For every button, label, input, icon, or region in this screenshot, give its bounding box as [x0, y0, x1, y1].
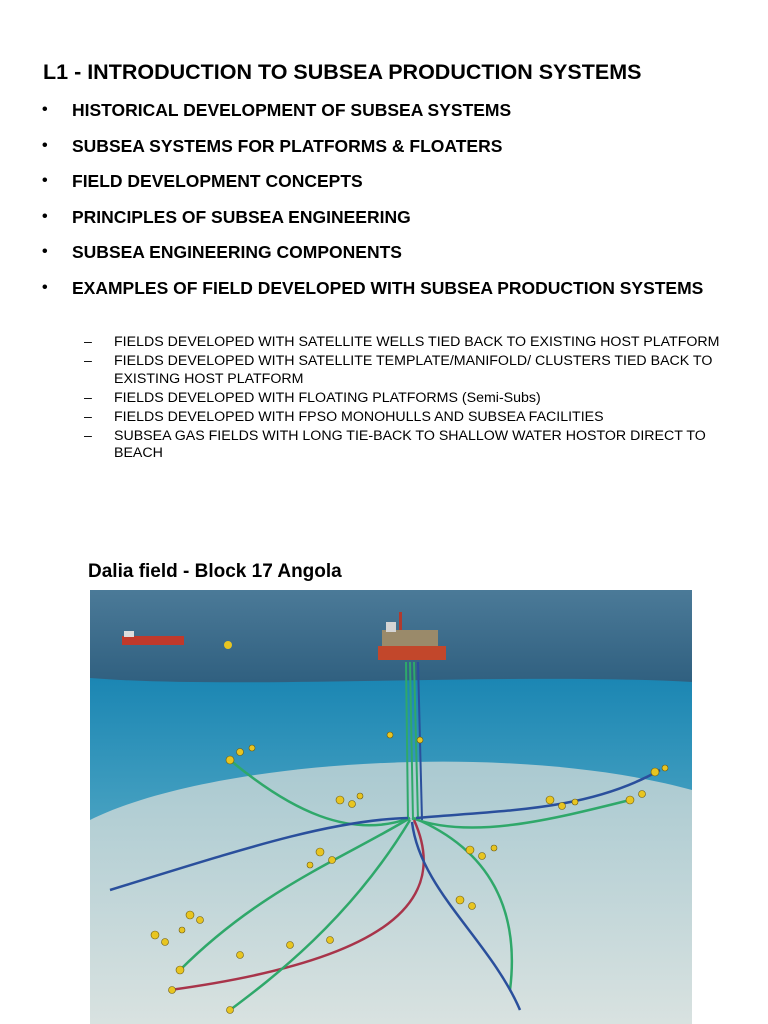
- bullet-marker: •: [42, 136, 48, 154]
- seabed: [90, 762, 692, 1024]
- list-item: [42, 135, 732, 157]
- example-sub-list: [84, 334, 724, 464]
- bullet-marker: •: [42, 278, 48, 296]
- list-item-text: PRINCIPLES OF SUBSEA ENGINEERING: [72, 206, 411, 227]
- figure-caption: Dalia field - Block 17 Angola: [88, 561, 342, 582]
- sub-list-item: [84, 353, 724, 388]
- dash-marker: –: [84, 408, 92, 425]
- buoy: [224, 641, 232, 649]
- bullet-marker: •: [42, 243, 48, 260]
- sub-list-item-text: FIELDS DEVELOPED WITH SATELLITE TEMPLATE/MANIFOLD/ CLUSTERS TIED BACK TO EXISTING HOST PLATFORM: [114, 353, 713, 387]
- list-item-text: EXAMPLES OF FIELD DEVELOPED WITH SUBSEA PRODUCTION SYSTEMS: [72, 277, 704, 298]
- bullet-marker: •: [42, 207, 48, 225]
- page-title: L1 - INTRODUCTION TO SUBSEA PRODUCTION SYSTEMS: [43, 60, 642, 84]
- list-item-text: SUBSEA ENGINEERING COMPONENTS: [72, 242, 402, 262]
- sub-list-item: [84, 390, 724, 408]
- sub-list-item-text: FIELDS DEVELOPED WITH SATELLITE WELLS TIED BACK TO EXISTING HOST PLATFORM: [114, 334, 720, 350]
- dash-marker: –: [84, 389, 92, 406]
- list-item-text: FIELD DEVELOPMENT CONCEPTS: [72, 171, 363, 191]
- list-item: [42, 170, 732, 192]
- list-item-text: HISTORICAL DEVELOPMENT OF SUBSEA SYSTEMS: [72, 100, 512, 120]
- sub-list-item-text: FIELDS DEVELOPED WITH FLOATING PLATFORMS (Semi-Subs): [114, 389, 541, 406]
- sub-list-item-text: SUBSEA GAS FIELDS WITH LONG TIE-BACK TO SHALLOW WATER HOSTOR DIRECT TO BEACH: [114, 427, 706, 461]
- bullet-marker: •: [42, 172, 48, 189]
- list-item: [42, 241, 732, 263]
- dash-marker: –: [84, 427, 92, 444]
- list-item: [42, 277, 732, 299]
- sub-list-item-text: FIELDS DEVELOPED WITH FPSO MONOHULLS AND SUBSEA FACILITIES: [114, 408, 604, 425]
- dalia-field-illustration: [90, 590, 692, 1024]
- sub-list-item: [84, 409, 724, 427]
- list-item: [42, 206, 732, 228]
- topic-list: [42, 99, 732, 312]
- sub-list-item: [84, 334, 724, 352]
- bullet-marker: •: [42, 101, 48, 118]
- list-item: [42, 99, 732, 121]
- sub-list-item: [84, 428, 724, 463]
- dash-marker: –: [84, 353, 92, 369]
- dash-marker: –: [84, 334, 92, 350]
- list-item-text: SUBSEA SYSTEMS FOR PLATFORMS & FLOATERS: [72, 135, 503, 156]
